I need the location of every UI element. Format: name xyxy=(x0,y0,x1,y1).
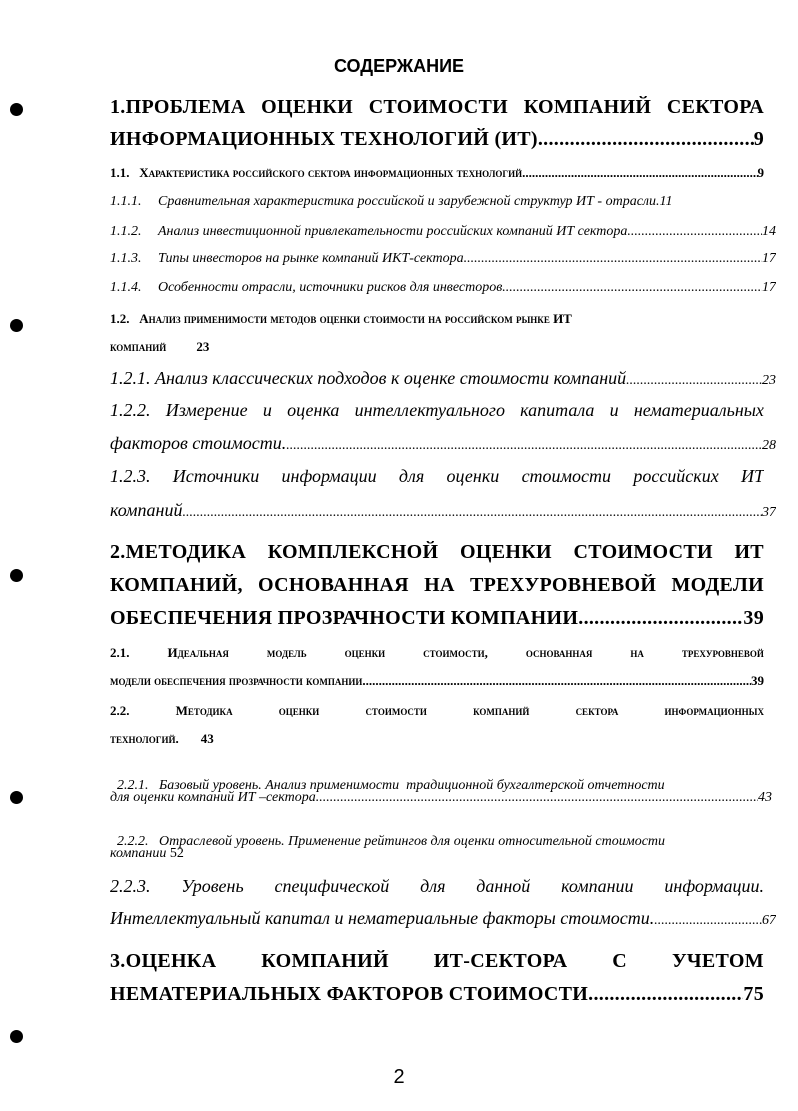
page-ref: 9 xyxy=(753,128,764,150)
page-ref: 14 xyxy=(762,224,776,239)
toc-subsection-2-2-3[interactable]: 2.2.3. Уровень специфической для данной компании информации. xyxy=(110,876,764,896)
page-ref: 17 xyxy=(762,251,776,266)
binder-hole-marker xyxy=(10,791,23,804)
toc-section-2-2[interactable]: 2.2. Методика оценки стоимости компаний сектора информационных xyxy=(110,703,764,718)
toc-section-1-2[interactable]: 1.2. Анализ применимости методов оценки стоимости на российском рынке ИТ xyxy=(110,311,572,326)
toc-subsection-2-2-2[interactable]: 2.2.2. Отраслевой уровень. Применение рейтингов для оценки относительной стоимости xyxy=(117,834,666,849)
toc-subsection-1-1-1[interactable]: 1.1.1. Сравнительная характеристика российской и зарубежной структур ИТ - отрасли.11 xyxy=(110,194,673,209)
toc-section-1-2-cont[interactable]: компаний 23 xyxy=(110,339,210,354)
toc-subsection-2-2-1[interactable]: 2.2.1. Базовый уровень. Анализ применимости традиционной бухгалтерской отчетности xyxy=(117,778,665,793)
toc-chapter-1-cont[interactable]: ИНФОРМАЦИОННЫХ ТЕХНОЛОГИЙ (ИТ). ..... 9 xyxy=(110,128,764,151)
toc-chapter-2-cont[interactable]: КОМПАНИЙ, ОСНОВАННАЯ НА ТРЕХУРОВНЕВОЙ МОДЕЛИ xyxy=(110,574,764,596)
page-ref: 67 xyxy=(762,913,776,928)
binder-hole-marker xyxy=(10,103,23,116)
page-ref: 23 xyxy=(196,339,210,354)
toc-chapter-1[interactable]: 1.ПРОБЛЕМА ОЦЕНКИ СТОИМОСТИ КОМПАНИЙ СЕКТОРА xyxy=(110,96,764,118)
toc-subsection-2-2-3-cont[interactable]: Интеллектуальный капитал и нематериальные факторы стоимости. ..... 67 xyxy=(110,908,776,929)
toc-subsection-1-1-2[interactable]: 1.1.2. Анализ инвестиционной привлекательности российских компаний ИТ сектора. ..... 14 xyxy=(110,224,776,240)
page-ref: 9 xyxy=(757,165,764,180)
toc-subsection-1-1-3[interactable]: 1.1.3. Типы инвесторов на рынке компаний ИКТ-сектора ..... 17 xyxy=(110,251,776,267)
toc-subsection-1-2-3-cont[interactable]: компаний ..... 37 xyxy=(110,500,776,521)
toc-subsection-2-2-2-cont[interactable]: компании 52 xyxy=(110,846,184,861)
page-ref: 75 xyxy=(743,983,764,1005)
page-ref: 37 xyxy=(762,505,776,520)
page-ref: 28 xyxy=(762,438,776,453)
toc-subsection-2-2-1-cont[interactable]: для оценки компаний ИТ –сектора ..... 43 xyxy=(110,790,772,806)
toc-chapter-2[interactable]: 2.МЕТОДИКА КОМПЛЕКСНОЙ ОЦЕНКИ СТОИМОСТИ ИТ xyxy=(110,541,764,563)
binder-hole-marker xyxy=(10,569,23,582)
toc-chapter-3[interactable]: 3.ОЦЕНКА КОМПАНИЙ ИТ-СЕКТОРА С УЧЕТОМ xyxy=(110,950,764,972)
page-number: 2 xyxy=(393,1066,405,1088)
page-title: СОДЕРЖАНИЕ xyxy=(333,56,465,76)
toc-section-2-1-cont[interactable]: модели обеспечения прозрачности компании. ..... 39 xyxy=(110,673,764,689)
page-ref: 43 xyxy=(758,790,772,805)
toc-subsection-1-2-1[interactable]: 1.2.1. Анализ классических подходов к оценке стоимости компаний ..... 23 xyxy=(110,368,776,389)
toc-chapter-3-cont[interactable]: НЕМАТЕРИАЛЬНЫХ ФАКТОРОВ СТОИМОСТИ ..... 75 xyxy=(110,983,764,1006)
page-ref: 11 xyxy=(659,194,673,209)
binder-hole-marker xyxy=(10,319,23,332)
toc-subsection-1-2-2[interactable]: 1.2.2. Измерение и оценка интеллектуального капитала и нематериальных xyxy=(110,400,764,420)
page-ref: 43 xyxy=(200,731,214,746)
toc-chapter-2-cont[interactable]: ОБЕСПЕЧЕНИЯ ПРОЗРАЧНОСТИ КОМПАНИИ. ..... 39 xyxy=(110,607,764,630)
toc-subsection-1-2-3[interactable]: 1.2.3. Источники информации для оценки стоимости российских ИТ xyxy=(110,466,764,486)
page-ref: 39 xyxy=(743,607,764,629)
toc-section-1-1[interactable]: 1.1. Характеристика российского сектора информационных технологий ..... 9 xyxy=(110,165,764,181)
page-ref: 39 xyxy=(751,673,764,688)
page-ref: 52 xyxy=(169,846,184,861)
page-ref: 17 xyxy=(762,280,776,295)
toc-section-2-1[interactable]: 2.1. Идеальная модель оценки стоимости, основанная на трехуровневой xyxy=(110,645,764,660)
binder-hole-marker xyxy=(10,1030,23,1043)
toc-subsection-1-1-4[interactable]: 1.1.4. Особенности отрасли, источники рисков для инвесторов ..... 17 xyxy=(110,280,776,296)
toc-subsection-1-2-2-cont[interactable]: факторов стоимости. ..... 28 xyxy=(110,433,776,454)
toc-section-2-2-cont[interactable]: технологий. 43 xyxy=(110,731,214,746)
page-ref: 23 xyxy=(762,373,776,388)
